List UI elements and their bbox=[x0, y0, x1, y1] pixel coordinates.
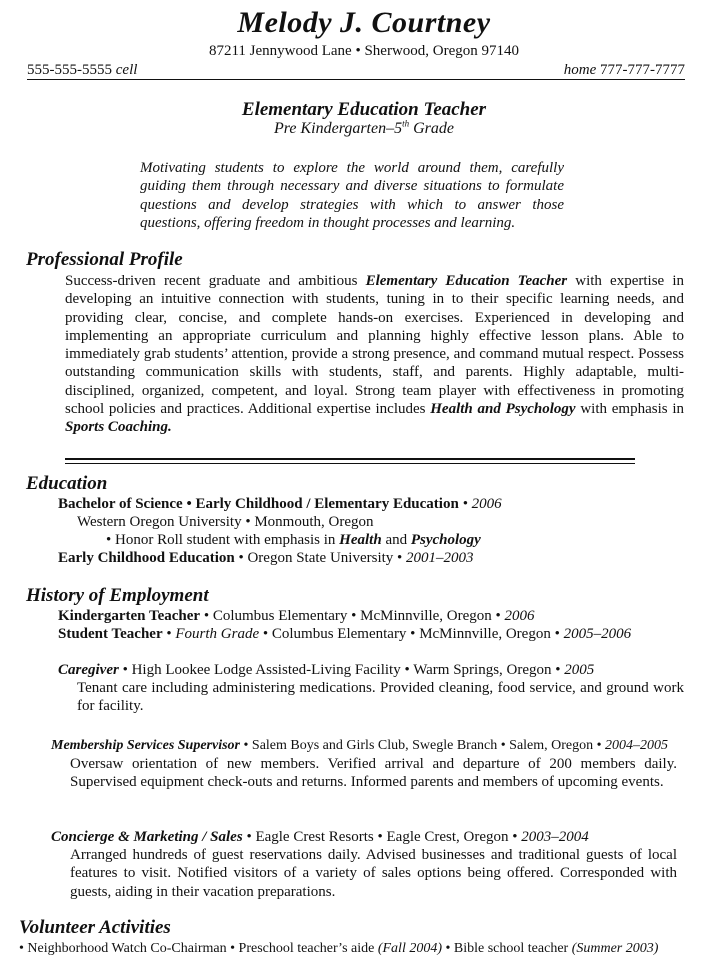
grade-range-sup: th bbox=[402, 118, 410, 129]
honor-and: and bbox=[381, 532, 411, 548]
job-5-description: Arranged hundreds of guest reservations daily. Advised businesses and traditional guests of local features to visit. Notified visitors of a variety of sales options being offered. Corresponded with guests, aiding in their vacation preparations. bbox=[70, 847, 677, 900]
job-5-title: Concierge & Marketing / Sales bbox=[51, 829, 243, 845]
section-heading-profile: Professional Profile bbox=[26, 249, 183, 270]
profile-text-2: with expertise in developing an intuitive connection with students, tuning in to their specific learning needs, and providing clear, concise, and complete hands-on exercises. Experienced in developing and implementing an appropriate curriculum and planning highly effective lesson plans. Able to immediately grab students’ attention, provide a strong presence, and command mutual respect. Possess outstanding communication skills with students, staff, and parents. Highly adaptable, multi-disciplined, organized, competent, and loyal. Strong team player with effectiveness in promoting school policies and practices. Additional expertise includes bbox=[65, 273, 684, 418]
job-1-details: • Columbus Elementary • McMinnville, Oregon • bbox=[200, 608, 505, 624]
job-2 bbox=[58, 625, 631, 643]
profile-text-3: with emphasis in bbox=[575, 401, 684, 418]
home-number: 777-777-7777 bbox=[600, 62, 685, 78]
grade-range-start: Pre Kindergarten–5 bbox=[273, 120, 403, 137]
address-line: 87211 Jennywood Lane • Sherwood, Oregon 97140 bbox=[208, 43, 520, 59]
job-4-title: Membership Services Supervisor bbox=[51, 738, 240, 753]
job-1-year: 2006 bbox=[504, 608, 535, 624]
section-heading-education: Education bbox=[26, 473, 108, 494]
job-3 bbox=[58, 661, 594, 679]
volunteer-date-1: (Fall 2004) bbox=[377, 941, 442, 956]
home-phone bbox=[564, 61, 685, 79]
profile-text-1: Success-driven recent graduate and ambitious bbox=[65, 273, 366, 289]
grade-range bbox=[0, 120, 728, 138]
job-5 bbox=[51, 828, 589, 846]
job-3-description: Tenant care including administering medications. Provided cleaning, food service, and ground work for facility. bbox=[77, 680, 684, 715]
home-label: home bbox=[563, 62, 597, 78]
job-5-years: 2003–2004 bbox=[521, 829, 589, 845]
honor-line bbox=[106, 531, 481, 549]
honor-emph-2: Psychology bbox=[410, 532, 481, 548]
degree-1 bbox=[58, 495, 502, 513]
job-4-years: 2004–2005 bbox=[605, 738, 669, 753]
profile-emph-3: Sports Coaching. bbox=[65, 419, 172, 436]
contact-line bbox=[27, 61, 685, 80]
degree-1-year: • 2006 bbox=[458, 496, 502, 512]
job-2-grade: Fourth Grade bbox=[175, 626, 260, 642]
job-4 bbox=[51, 737, 668, 755]
job-1-title: Kindergarten Teacher bbox=[58, 608, 201, 624]
honor-text: • Honor Roll student with emphasis in bbox=[106, 532, 340, 548]
degree-2-school: • Oregon State University • bbox=[234, 550, 407, 566]
school-1: Western Oregon University • Monmouth, Oregon bbox=[77, 514, 374, 530]
job-2-details: • Columbus Elementary • McMinnville, Oregon • bbox=[259, 626, 564, 642]
objective-statement: Motivating students to explore the world around them, carefully guiding them through necessary and diverse situations to formulate questions and develop strategies with which to answer those questions, offering freedom in thought processes and learning. bbox=[140, 160, 564, 231]
section-divider bbox=[65, 458, 635, 464]
job-title: Elementary Education Teacher bbox=[241, 99, 487, 120]
job-4-details: • Salem Boys and Girls Club, Swegle Branch • Salem, Oregon • bbox=[240, 738, 606, 753]
volunteer-date-2: (Summer 2003) bbox=[571, 941, 659, 956]
job-3-details: • High Lookee Lodge Assisted-Living Facility • Warm Springs, Oregon • bbox=[118, 662, 565, 678]
volunteer-text-2: • Bible school teacher bbox=[442, 941, 572, 956]
cell-phone bbox=[27, 61, 137, 79]
job-1 bbox=[58, 607, 535, 625]
honor-emph-1: Health bbox=[339, 532, 382, 548]
job-2-sep: • bbox=[162, 626, 176, 642]
cell-number: 555-555-5555 bbox=[27, 62, 112, 78]
grade-range-end: Grade bbox=[409, 120, 455, 137]
job-2-years: 2005–2006 bbox=[563, 626, 632, 642]
section-heading-volunteer: Volunteer Activities bbox=[19, 917, 171, 938]
degree-2 bbox=[58, 549, 474, 567]
job-3-title: Caregiver bbox=[58, 662, 119, 678]
profile-emph-2: Health and Psychology bbox=[430, 401, 576, 418]
job-5-details: • Eagle Crest Resorts • Eagle Crest, Oregon • bbox=[242, 829, 522, 845]
job-3-year: 2005 bbox=[564, 662, 595, 678]
job-2-title: Student Teacher bbox=[58, 626, 163, 642]
volunteer-text-1: • Neighborhood Watch Co-Chairman • Preschool teacher’s aide bbox=[19, 941, 378, 956]
degree-1-name: Bachelor of Science • Early Childhood / Elementary Education bbox=[58, 496, 459, 512]
volunteer-line bbox=[19, 940, 658, 958]
cell-label: cell bbox=[115, 62, 138, 78]
job-4-description: Oversaw orientation of new members. Verified arrival and departure of 200 members daily. Supervised equipment check-outs and returns. Informed parents and members of upcoming events. bbox=[70, 756, 677, 791]
degree-2-name: Early Childhood Education bbox=[58, 550, 235, 566]
section-heading-employment: History of Employment bbox=[26, 585, 209, 606]
profile-paragraph bbox=[65, 272, 684, 437]
profile-emph-1: Elementary Education Teacher bbox=[365, 273, 568, 289]
candidate-name: Melody J. Courtney bbox=[237, 6, 491, 39]
degree-2-years: 2001–2003 bbox=[406, 550, 474, 566]
